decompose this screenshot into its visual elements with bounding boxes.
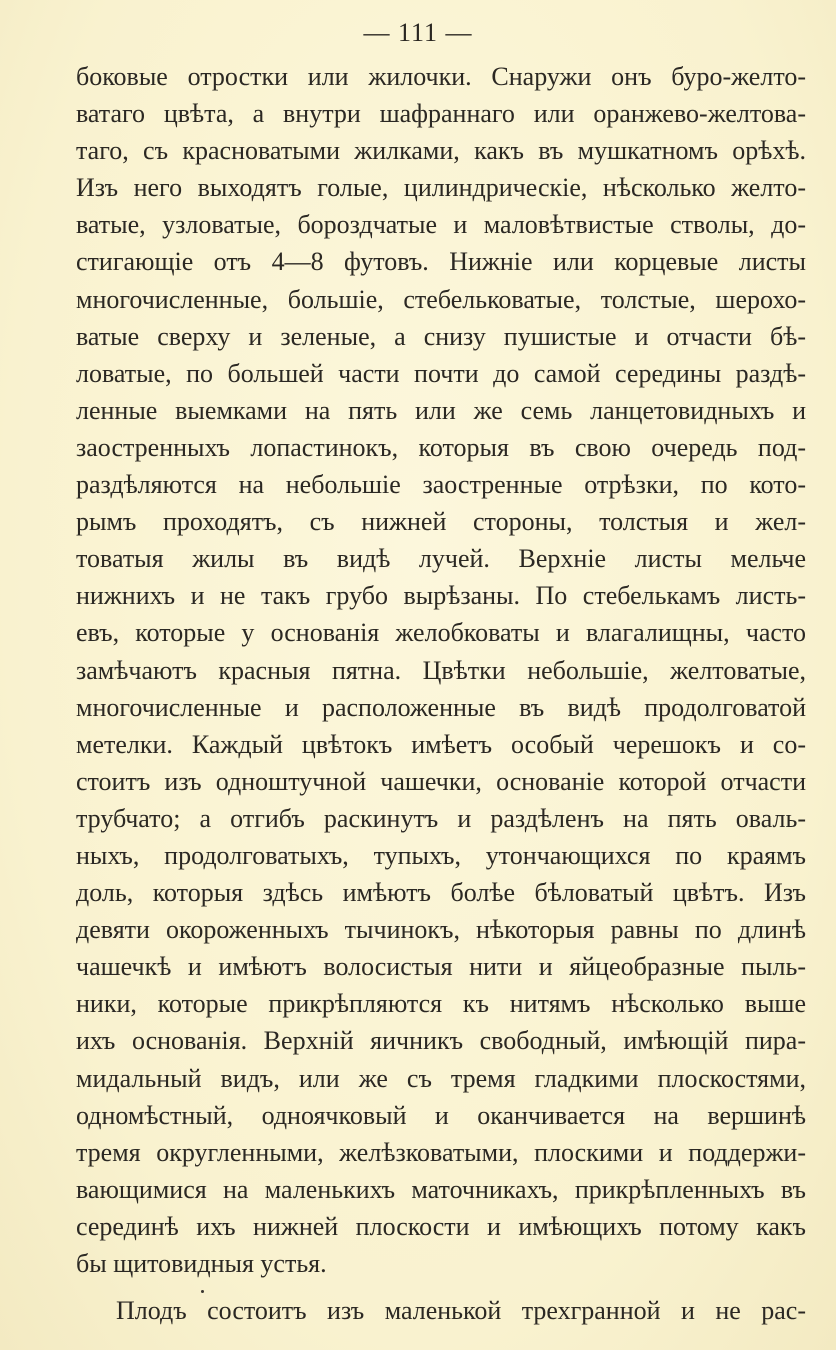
text-line: многочисленные и расположенные въ видѣ продолговатой [76, 692, 806, 722]
text-line: ватые сверху и зеленые, а снизу пушистые и отчасти бѣ- [76, 321, 806, 351]
text-line: Изъ него выходятъ голые, цилиндрическіе, нѣсколько желто- [76, 173, 806, 203]
text-line: нижнихъ и не такъ грубо вырѣзаны. По стебелькамъ листь- [76, 581, 806, 611]
text-line: замѣчаютъ красныя пятна. Цвѣтки небольшіе, желтоватые, [76, 655, 806, 685]
text-line: многочисленные, большіе, стебельковатые, толстые, шерохо- [76, 284, 806, 314]
text-line: стигающіе отъ 4—8 футовъ. Нижніе или корцевые листы [76, 247, 806, 277]
body-text [76, 58, 806, 1329]
text-line: товатыя жилы въ видѣ лучей. Верхніе листы мельче [76, 544, 806, 574]
page-number: — 111 — [363, 18, 473, 47]
text-line: Плодъ состоитъ изъ маленькой трехгранной и не рас- [116, 1296, 806, 1326]
paragraph-2 [76, 1292, 806, 1329]
text-line: ихъ основанія. Верхній яичникъ свободный, имѣющій пира- [76, 1026, 806, 1056]
text-line: ватые, узловатые, бороздчатые и маловѣтвистые стволы, до- [76, 210, 806, 240]
text-line: трубчато; а отгибъ раскинутъ и раздѣленъ на пять оваль- [76, 803, 806, 833]
paragraph-1 [76, 58, 806, 1282]
text-line: таго, съ красноватыми жилками, какъ въ мушкатномъ орѣхѣ. [76, 136, 806, 166]
text-line: ватаго цвѣта, а внутри шафраннаго или оранжево-желтова- [76, 99, 806, 129]
text-line: евъ, которые у основанія желобковаты и влагалищны, часто [76, 618, 806, 648]
text-line: стоитъ изъ одноштучной чашечки, основаніе которой отчасти [76, 766, 806, 796]
text-line: вающимися на маленькихъ маточникахъ, прикрѣпленныхъ въ [76, 1174, 806, 1204]
paragraph-gap [76, 1282, 806, 1292]
text-line: боковые отростки или жилочки. Снаружи онъ буро-желто- [76, 62, 806, 91]
text-line: девяти окороженныхъ тычинокъ, нѣкоторыя равны по длинѣ [76, 915, 806, 945]
text-line: метелки. Каждый цвѣтокъ имѣетъ особый черешокъ и со- [76, 729, 806, 759]
print-speck [201, 1290, 204, 1293]
text-line: заостренныхъ лопастинокъ, которыя въ свою очередь под- [76, 432, 806, 462]
text-line: мидальный видъ, или же съ тремя гладкими плоскостями, [76, 1063, 806, 1093]
text-line: серединѣ ихъ нижней плоскости и имѣющихъ потому какъ [76, 1211, 806, 1241]
text-line: рымъ проходятъ, съ нижней стороны, толстыя и жел- [76, 507, 806, 537]
text-line: доль, которыя здѣсь имѣютъ болѣе бѣловатый цвѣтъ. Изъ [76, 878, 806, 908]
text-line: ловатые, по большей части почти до самой середины раздѣ- [76, 358, 806, 388]
text-line: тремя округленными, желѣзковатыми, плоскими и поддержи- [76, 1137, 806, 1167]
text-line: одномѣстный, одноячковый и оканчивается на вершинѣ [76, 1100, 806, 1130]
text-line: чашечкѣ и имѣютъ волосистыя нити и яйцеобразные пыль- [76, 952, 806, 982]
text-line: ныхъ, продолговатыхъ, тупыхъ, утончающихся по краямъ [76, 840, 806, 870]
text-line: бы щитовидныя устья. [76, 1249, 327, 1278]
text-line: ники, которые прикрѣпляются къ нитямъ нѣсколько выше [76, 989, 806, 1019]
text-line: раздѣляются на небольшіе заостренные отрѣзки, по кото- [76, 470, 806, 500]
text-line: ленные выемками на пять или же семь ланцетовидныхъ и [76, 395, 806, 425]
